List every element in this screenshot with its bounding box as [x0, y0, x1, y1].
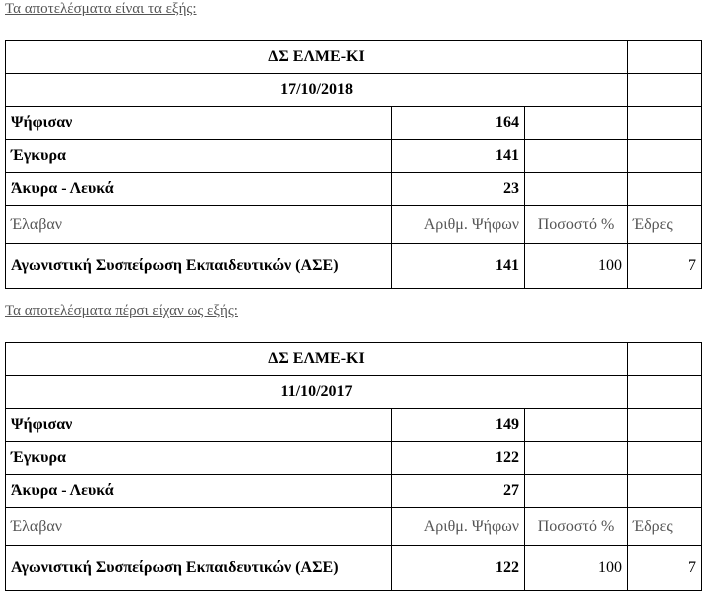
table-header-row — [6, 206, 702, 244]
invalid-value: 23 — [392, 173, 525, 206]
empty-cell — [628, 41, 702, 74]
empty-cell — [525, 409, 628, 442]
empty-cell — [628, 343, 702, 376]
header-percent: Ποσοστό % — [525, 508, 628, 546]
header-seats: Έδρες — [628, 508, 702, 546]
results-intro-2018: Τα αποτελέσματα είναι τα εξής: — [5, 1, 197, 17]
table-row — [6, 442, 702, 475]
election-date: 11/10/2017 — [6, 376, 628, 409]
table-title: ΔΣ ΕΛΜΕ-ΚΙ — [6, 343, 628, 376]
voted-label: Ψήφισαν — [6, 409, 392, 442]
election-date: 17/10/2018 — [6, 74, 628, 107]
empty-cell — [628, 442, 702, 475]
results-intro-2017: Τα αποτελέσματα πέρσι είχαν ως εξής: — [5, 303, 238, 319]
valid-label: Έγκυρα — [6, 140, 392, 173]
invalid-label: Άκυρα - Λευκά — [6, 173, 392, 206]
empty-cell — [525, 107, 628, 140]
valid-value: 141 — [392, 140, 525, 173]
empty-cell — [525, 442, 628, 475]
valid-label: Έγκυρα — [6, 442, 392, 475]
results-table-2017 — [5, 342, 702, 591]
party-seats: 7 — [628, 244, 702, 289]
table-row — [6, 409, 702, 442]
table-row — [6, 140, 702, 173]
empty-cell — [525, 173, 628, 206]
empty-cell — [628, 409, 702, 442]
party-votes: 122 — [392, 546, 525, 591]
party-percent: 100 — [525, 244, 628, 289]
table-row — [6, 475, 702, 508]
header-votes: Αριθμ. Ψήφων — [392, 206, 525, 244]
party-name: Αγωνιστική Συσπείρωση Εκπαιδευτικών (ΑΣΕ) — [6, 546, 392, 591]
empty-cell — [628, 74, 702, 107]
voted-label: Ψήφισαν — [6, 107, 392, 140]
empty-cell — [628, 475, 702, 508]
table-row — [6, 107, 702, 140]
voted-value: 149 — [392, 409, 525, 442]
header-seats: Έδρες — [628, 206, 702, 244]
empty-cell — [628, 107, 702, 140]
table-row — [6, 74, 702, 107]
table-row — [6, 173, 702, 206]
invalid-label: Άκυρα - Λευκά — [6, 475, 392, 508]
valid-value: 122 — [392, 442, 525, 475]
party-name: Αγωνιστική Συσπείρωση Εκπαιδευτικών (ΑΣΕ) — [6, 244, 392, 289]
header-received: Έλαβαν — [6, 508, 392, 546]
header-received: Έλαβαν — [6, 206, 392, 244]
empty-cell — [525, 140, 628, 173]
table-row — [6, 244, 702, 289]
table-row — [6, 546, 702, 591]
empty-cell — [628, 376, 702, 409]
party-votes: 141 — [392, 244, 525, 289]
table-row — [6, 41, 702, 74]
table-row — [6, 343, 702, 376]
results-table-2018 — [5, 40, 702, 289]
invalid-value: 27 — [392, 475, 525, 508]
party-percent: 100 — [525, 546, 628, 591]
table-row — [6, 376, 702, 409]
empty-cell — [525, 475, 628, 508]
empty-cell — [628, 173, 702, 206]
table-title: ΔΣ ΕΛΜΕ-ΚΙ — [6, 41, 628, 74]
party-seats: 7 — [628, 546, 702, 591]
header-percent: Ποσοστό % — [525, 206, 628, 244]
table-header-row — [6, 508, 702, 546]
header-votes: Αριθμ. Ψήφων — [392, 508, 525, 546]
empty-cell — [628, 140, 702, 173]
voted-value: 164 — [392, 107, 525, 140]
